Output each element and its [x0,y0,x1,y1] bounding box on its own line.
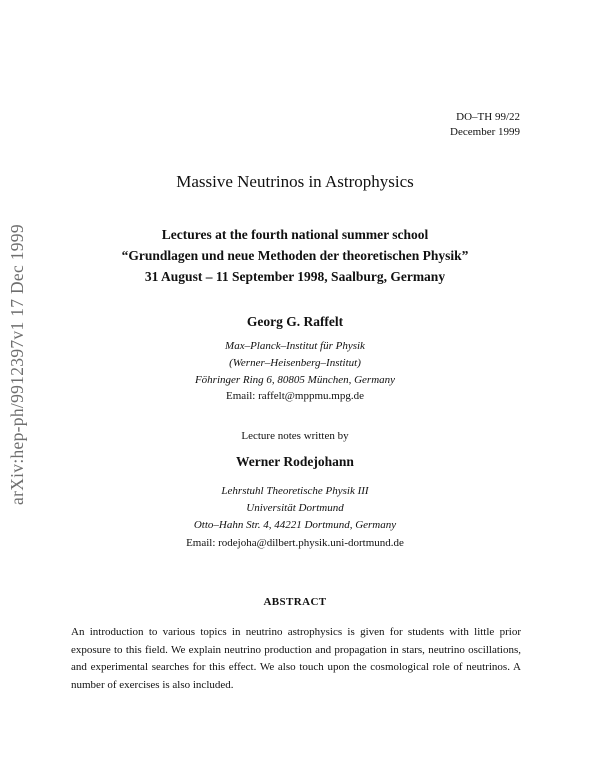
lecture-notes-credit: Lecture notes written by [241,430,349,442]
subtitle-line: “Grundlagen und neue Methoden der theoretischen Physik” [121,248,469,263]
author-name: Werner Rodejohann [236,454,354,469]
paper-title: Massive Neutrinos in Astrophysics [176,172,414,191]
author-name: Georg G. Raffelt [246,314,344,329]
author-email: Email: raffelt@mppmu.mpg.de [226,390,364,402]
author-affiliation [60,338,530,389]
author-email: Email: rodejoha@dilbert.physik.uni-dortmund.de [186,537,404,549]
affiliation-line: Max–Planck–Institut für Physik [225,340,365,352]
affiliation-line: Föhringer Ring 6, 80805 München, Germany [194,374,396,386]
affiliation-line: Lehrstuhl Theoretische Physik III [221,485,369,497]
author-affiliation [60,483,530,534]
affiliation-line: Universität Dortmund [246,502,344,514]
report-date: December 1999 [450,126,520,138]
affiliation-line: (Werner–Heisenberg–Institut) [229,357,361,369]
paper-subtitle [60,224,530,287]
abstract-body: An introduction to various topics in neutrino astrophysics is given for students with little prior exposure to this field. We explain neutrino production and propagation in stars, neutrino oscillations, and experimental searches for this effect. We also touch upon the cosmological role of neutrinos. A number of exercises is also included. [71,626,521,691]
arxiv-identifier-stamp: arXiv:hep-ph/9912397v1 17 Dec 1999 [7,224,27,505]
abstract-heading: ABSTRACT [263,596,327,608]
report-info [450,110,520,140]
affiliation-line: Otto–Hahn Str. 4, 44221 Dortmund, Germany [193,519,397,531]
subtitle-line: Lectures at the fourth national summer school [161,227,429,242]
subtitle-line: 31 August – 11 September 1998, Saalburg, Germany [144,269,446,284]
report-number: DO–TH 99/22 [456,111,520,123]
